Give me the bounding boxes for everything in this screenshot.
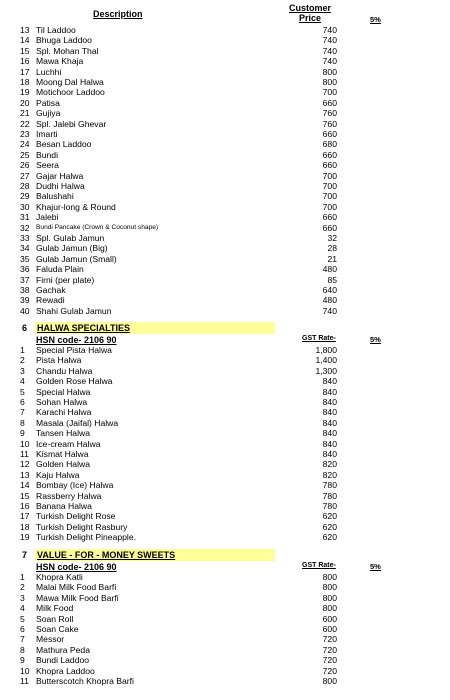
- item-number: 4: [20, 603, 25, 614]
- list-item: [0, 233, 450, 244]
- list-item: [0, 480, 450, 491]
- item-description: Gulab Jamun (Big): [36, 243, 108, 254]
- item-description: Til Laddoo: [36, 25, 76, 35]
- list-item: [0, 275, 450, 286]
- list-item: [0, 306, 450, 317]
- item-price: 840: [322, 376, 337, 387]
- item-number: 15: [20, 45, 30, 56]
- list-item: [0, 254, 450, 265]
- list-item: [0, 202, 450, 213]
- item-price: 820: [322, 459, 337, 470]
- section-7-gst-label: GST Rate-: [302, 562, 336, 569]
- item-number: 7: [20, 634, 25, 645]
- list-item: [0, 666, 450, 677]
- item-number: 7: [20, 407, 25, 418]
- section-6-gst-label: GST Rate-: [302, 335, 336, 342]
- section-7-number: 7: [22, 550, 28, 560]
- item-description: Seera: [36, 160, 59, 171]
- item-price: 1,400: [315, 355, 337, 366]
- item-price: 600: [322, 613, 337, 624]
- item-number: 29: [20, 191, 30, 202]
- item-number: 13: [20, 469, 30, 480]
- list-item: [0, 582, 450, 593]
- list-item: [0, 428, 450, 439]
- item-number: 6: [20, 624, 25, 634]
- item-description: Balushahi: [36, 191, 74, 202]
- item-price: 700: [322, 191, 337, 202]
- item-price: 800: [322, 66, 337, 77]
- list-item: [0, 108, 450, 119]
- list-item: [0, 676, 450, 687]
- section-6-hsn-code: HSN code- 2106 90: [36, 335, 117, 345]
- item-price: 620: [322, 532, 337, 543]
- list-item: [0, 119, 450, 130]
- item-number: 33: [20, 233, 30, 243]
- item-number: 23: [20, 129, 30, 139]
- list-item: [0, 98, 450, 109]
- item-description: Gachak: [36, 285, 66, 295]
- item-price: 800: [322, 592, 337, 603]
- item-description: Masala (Jaifal) Halwa: [36, 417, 119, 428]
- item-description: Special Pista Halwa: [36, 345, 112, 355]
- item-price: 840: [322, 397, 337, 407]
- item-price: 740: [322, 305, 337, 316]
- item-price: 820: [322, 469, 337, 480]
- customer-price-header-line2: Price: [298, 12, 322, 23]
- item-description: Turkish Delight Rose: [36, 511, 116, 522]
- list-item: [0, 25, 450, 36]
- item-number: 38: [20, 285, 30, 295]
- list-item: [0, 129, 450, 140]
- list-item: [0, 614, 450, 625]
- item-description: Turkish Delight Pineapple.: [36, 532, 136, 543]
- list-item: [0, 191, 450, 202]
- list-item: [0, 46, 450, 57]
- item-description: Spl. Gulab Jamun: [36, 233, 105, 243]
- item-description: Bundi Pancake (Crown & Coconut shape): [36, 223, 159, 231]
- item-description: Chandu Halwa: [36, 365, 93, 376]
- list-item: [0, 355, 450, 366]
- item-price: 780: [322, 480, 337, 491]
- item-price: 740: [322, 35, 337, 46]
- item-description: Milk Food: [36, 603, 74, 614]
- list-item: [0, 645, 450, 656]
- list-item: [0, 295, 450, 306]
- item-price: 840: [322, 428, 337, 439]
- item-number: 10: [20, 665, 30, 676]
- list-item: [0, 511, 450, 522]
- list-item: [0, 150, 450, 161]
- item-description: Rassberry Halwa: [36, 490, 102, 501]
- item-number: 34: [20, 243, 30, 254]
- item-number: 18: [20, 521, 30, 532]
- list-item: [0, 181, 450, 192]
- item-price: 760: [322, 118, 337, 129]
- item-number: 15: [20, 490, 30, 501]
- item-price: 28: [327, 243, 337, 254]
- item-price: 480: [322, 295, 337, 306]
- item-number: 37: [20, 274, 30, 285]
- description-header: Description: [93, 9, 143, 19]
- item-description: Bundi: [36, 149, 58, 160]
- item-price: 32: [327, 233, 337, 243]
- item-number: 36: [20, 264, 30, 275]
- item-number: 27: [20, 170, 30, 181]
- item-price: 720: [322, 665, 337, 676]
- item-price: 660: [322, 212, 337, 223]
- item-number: 40: [20, 305, 30, 316]
- list-item: [0, 593, 450, 604]
- list-item: [0, 264, 450, 275]
- item-price: 600: [322, 624, 337, 634]
- section-6-gst-percent: 5%: [370, 335, 381, 344]
- item-description: Khopra Laddoo: [36, 665, 95, 676]
- section-7-hsn-code: HSN code- 2106 90: [36, 562, 117, 572]
- item-price: 1,800: [315, 345, 337, 355]
- item-description: Karachi Halwa: [36, 407, 92, 418]
- item-number: 19: [20, 532, 30, 543]
- item-number: 22: [20, 118, 30, 129]
- item-number: 25: [20, 149, 30, 160]
- item-price: 660: [322, 129, 337, 139]
- item-description: Jalebi: [36, 212, 59, 223]
- item-number: 8: [20, 644, 25, 655]
- item-price: 840: [322, 417, 337, 428]
- item-number: 18: [20, 77, 30, 87]
- item-description: Kaju Halwa: [36, 469, 80, 480]
- item-description: Imarti: [36, 129, 58, 139]
- item-price: 480: [322, 264, 337, 275]
- item-description: Ice-cream Halwa: [36, 438, 101, 449]
- item-number: 2: [20, 582, 25, 593]
- item-description: Golden Rose Halwa: [36, 376, 113, 387]
- item-price: 840: [322, 449, 337, 459]
- item-number: 14: [20, 480, 30, 491]
- item-number: 16: [20, 56, 30, 67]
- customer-price-header: [280, 4, 340, 23]
- item-number: 3: [20, 365, 25, 376]
- customer-price-header-line1: Customer: [288, 3, 331, 13]
- item-number: 30: [20, 201, 30, 212]
- item-price: 720: [322, 634, 337, 645]
- item-description: Mawa Milk Food Barfi: [36, 592, 119, 603]
- list-item: [0, 285, 450, 296]
- item-description: Gujiya: [36, 108, 61, 119]
- item-description: Spl. Mohan Thal: [36, 45, 99, 56]
- list-item: [0, 139, 450, 150]
- item-number: 8: [20, 417, 25, 428]
- list-item: [0, 376, 450, 387]
- item-price: 1,300: [315, 365, 337, 376]
- item-price: 800: [322, 77, 337, 87]
- section-6-title: HALWA SPECIALTIES: [37, 323, 131, 333]
- item-description: Faluda Plain: [36, 264, 84, 275]
- item-price: 780: [322, 501, 337, 511]
- gst-header: 5%: [370, 15, 381, 24]
- item-number: 9: [20, 428, 25, 439]
- item-price: 700: [322, 170, 337, 181]
- item-description: Spl. Jalebi Ghevar: [36, 118, 107, 129]
- item-price: 840: [322, 386, 337, 397]
- item-price: 620: [322, 521, 337, 532]
- item-number: 35: [20, 253, 30, 264]
- item-number: 17: [20, 511, 30, 522]
- item-number: 32: [20, 222, 30, 233]
- item-price: 740: [322, 45, 337, 56]
- item-price: 800: [322, 572, 337, 582]
- list-item: [0, 243, 450, 254]
- item-price: 660: [322, 97, 337, 108]
- item-number: 28: [20, 181, 30, 191]
- item-description: Patisa: [36, 97, 60, 108]
- item-price: 720: [322, 644, 337, 655]
- item-number: 12: [20, 459, 30, 470]
- list-item: [0, 418, 450, 429]
- item-description: Luchhi: [36, 66, 62, 77]
- item-number: 4: [20, 376, 25, 387]
- item-description: Soan Roll: [36, 613, 74, 624]
- list-item: [0, 67, 450, 78]
- item-number: 31: [20, 212, 30, 223]
- list-item: [0, 439, 450, 450]
- list-item: [0, 77, 450, 88]
- item-number: 16: [20, 501, 30, 511]
- item-description: Special Halwa: [36, 386, 91, 397]
- item-description: Khajur-long & Round: [36, 201, 116, 212]
- item-number: 1: [20, 345, 25, 355]
- list-item: [0, 501, 450, 512]
- list-item: [0, 532, 450, 543]
- item-price: 640: [322, 285, 337, 295]
- item-description: Malai Milk Food Barfi: [36, 582, 117, 593]
- item-number: 11: [20, 449, 29, 459]
- list-item: [0, 171, 450, 182]
- list-item: [0, 572, 450, 583]
- item-number: 11: [20, 676, 29, 686]
- list-item: [0, 491, 450, 502]
- item-number: 9: [20, 655, 25, 666]
- section-6-number: 6: [22, 323, 28, 333]
- item-description: Pista Halwa: [36, 355, 82, 366]
- item-price: 780: [322, 490, 337, 501]
- list-item: [0, 223, 450, 234]
- item-number: 17: [20, 66, 30, 77]
- list-item: [0, 624, 450, 635]
- item-number: 26: [20, 160, 30, 171]
- item-number: 5: [20, 386, 25, 397]
- item-description: Rewadi: [36, 295, 65, 306]
- item-description: Turkish Delight Rasbury: [36, 521, 128, 532]
- item-description: Bhuga Laddoo: [36, 35, 92, 46]
- item-description: Besan Laddoo: [36, 139, 92, 150]
- item-price: 660: [322, 149, 337, 160]
- item-description: Messor: [36, 634, 65, 645]
- item-description: Bundi Laddoo: [36, 655, 90, 666]
- item-description: Mathura Peda: [36, 644, 90, 655]
- item-number: 5: [20, 613, 25, 624]
- list-item: [0, 387, 450, 398]
- item-description: Moong Dal Halwa: [36, 77, 104, 87]
- item-number: 19: [20, 87, 30, 98]
- list-item: [0, 655, 450, 666]
- item-number: 1: [20, 572, 25, 582]
- item-price: 740: [322, 56, 337, 67]
- list-item: [0, 366, 450, 377]
- item-price: 21: [327, 253, 337, 264]
- item-number: 21: [20, 108, 30, 119]
- item-description: Gajar Halwa: [36, 170, 84, 181]
- item-price: 740: [322, 25, 337, 35]
- section-7-title: VALUE - FOR - MONEY SWEETS: [37, 550, 176, 560]
- list-item: [0, 87, 450, 98]
- item-number: 6: [20, 397, 25, 407]
- item-description: Tansen Halwa: [36, 428, 90, 439]
- item-number: 2: [20, 355, 25, 366]
- item-price: 700: [322, 201, 337, 212]
- item-description: Bombay (Ice) Halwa: [36, 480, 114, 491]
- item-price: 660: [322, 160, 337, 171]
- list-item: [0, 470, 450, 481]
- item-price: 85: [327, 274, 337, 285]
- list-item: [0, 160, 450, 171]
- item-number: 3: [20, 592, 25, 603]
- item-number: 20: [20, 97, 30, 108]
- list-item: [0, 35, 450, 46]
- list-item: [0, 56, 450, 67]
- item-description: Golden Halwa: [36, 459, 90, 470]
- list-item: [0, 603, 450, 614]
- item-price: 720: [322, 655, 337, 666]
- item-number: 24: [20, 139, 30, 150]
- item-description: Banana Halwa: [36, 501, 92, 511]
- item-description: Motichoor Laddoo: [36, 87, 105, 98]
- item-description: Gulab Jamun (Small): [36, 253, 117, 264]
- item-number: 10: [20, 438, 30, 449]
- item-price: 840: [322, 438, 337, 449]
- item-price: 800: [322, 676, 337, 686]
- list-item: [0, 634, 450, 645]
- item-number: 39: [20, 295, 30, 306]
- item-price: 840: [322, 407, 337, 418]
- item-description: Khopra Katli: [36, 572, 83, 582]
- item-price: 700: [322, 87, 337, 98]
- list-item: [0, 459, 450, 470]
- section-7-gst-percent: 5%: [370, 562, 381, 571]
- item-description: Shahi Gulab Jamun: [36, 305, 112, 316]
- list-item: [0, 449, 450, 460]
- item-number: 14: [20, 35, 30, 46]
- list-item: [0, 407, 450, 418]
- list-item: [0, 212, 450, 223]
- item-price: 800: [322, 582, 337, 593]
- item-description: Firni (per plate): [36, 274, 95, 285]
- item-price: 660: [322, 222, 337, 233]
- item-price: 680: [322, 139, 337, 150]
- item-description: Butterscotch Khopra Barfi: [36, 676, 134, 686]
- item-description: Soan Cake: [36, 624, 79, 634]
- item-description: Sohan Halwa: [36, 397, 88, 407]
- list-item: [0, 522, 450, 533]
- item-number: 13: [20, 25, 30, 35]
- item-price: 760: [322, 108, 337, 119]
- item-description: Kismat Halwa: [36, 449, 89, 459]
- item-price: 700: [322, 181, 337, 191]
- item-description: Mawa Khaja: [36, 56, 84, 67]
- list-item: [0, 345, 450, 356]
- list-item: [0, 397, 450, 408]
- item-description: Dudhi Halwa: [36, 181, 85, 191]
- item-price: 800: [322, 603, 337, 614]
- item-price: 620: [322, 511, 337, 522]
